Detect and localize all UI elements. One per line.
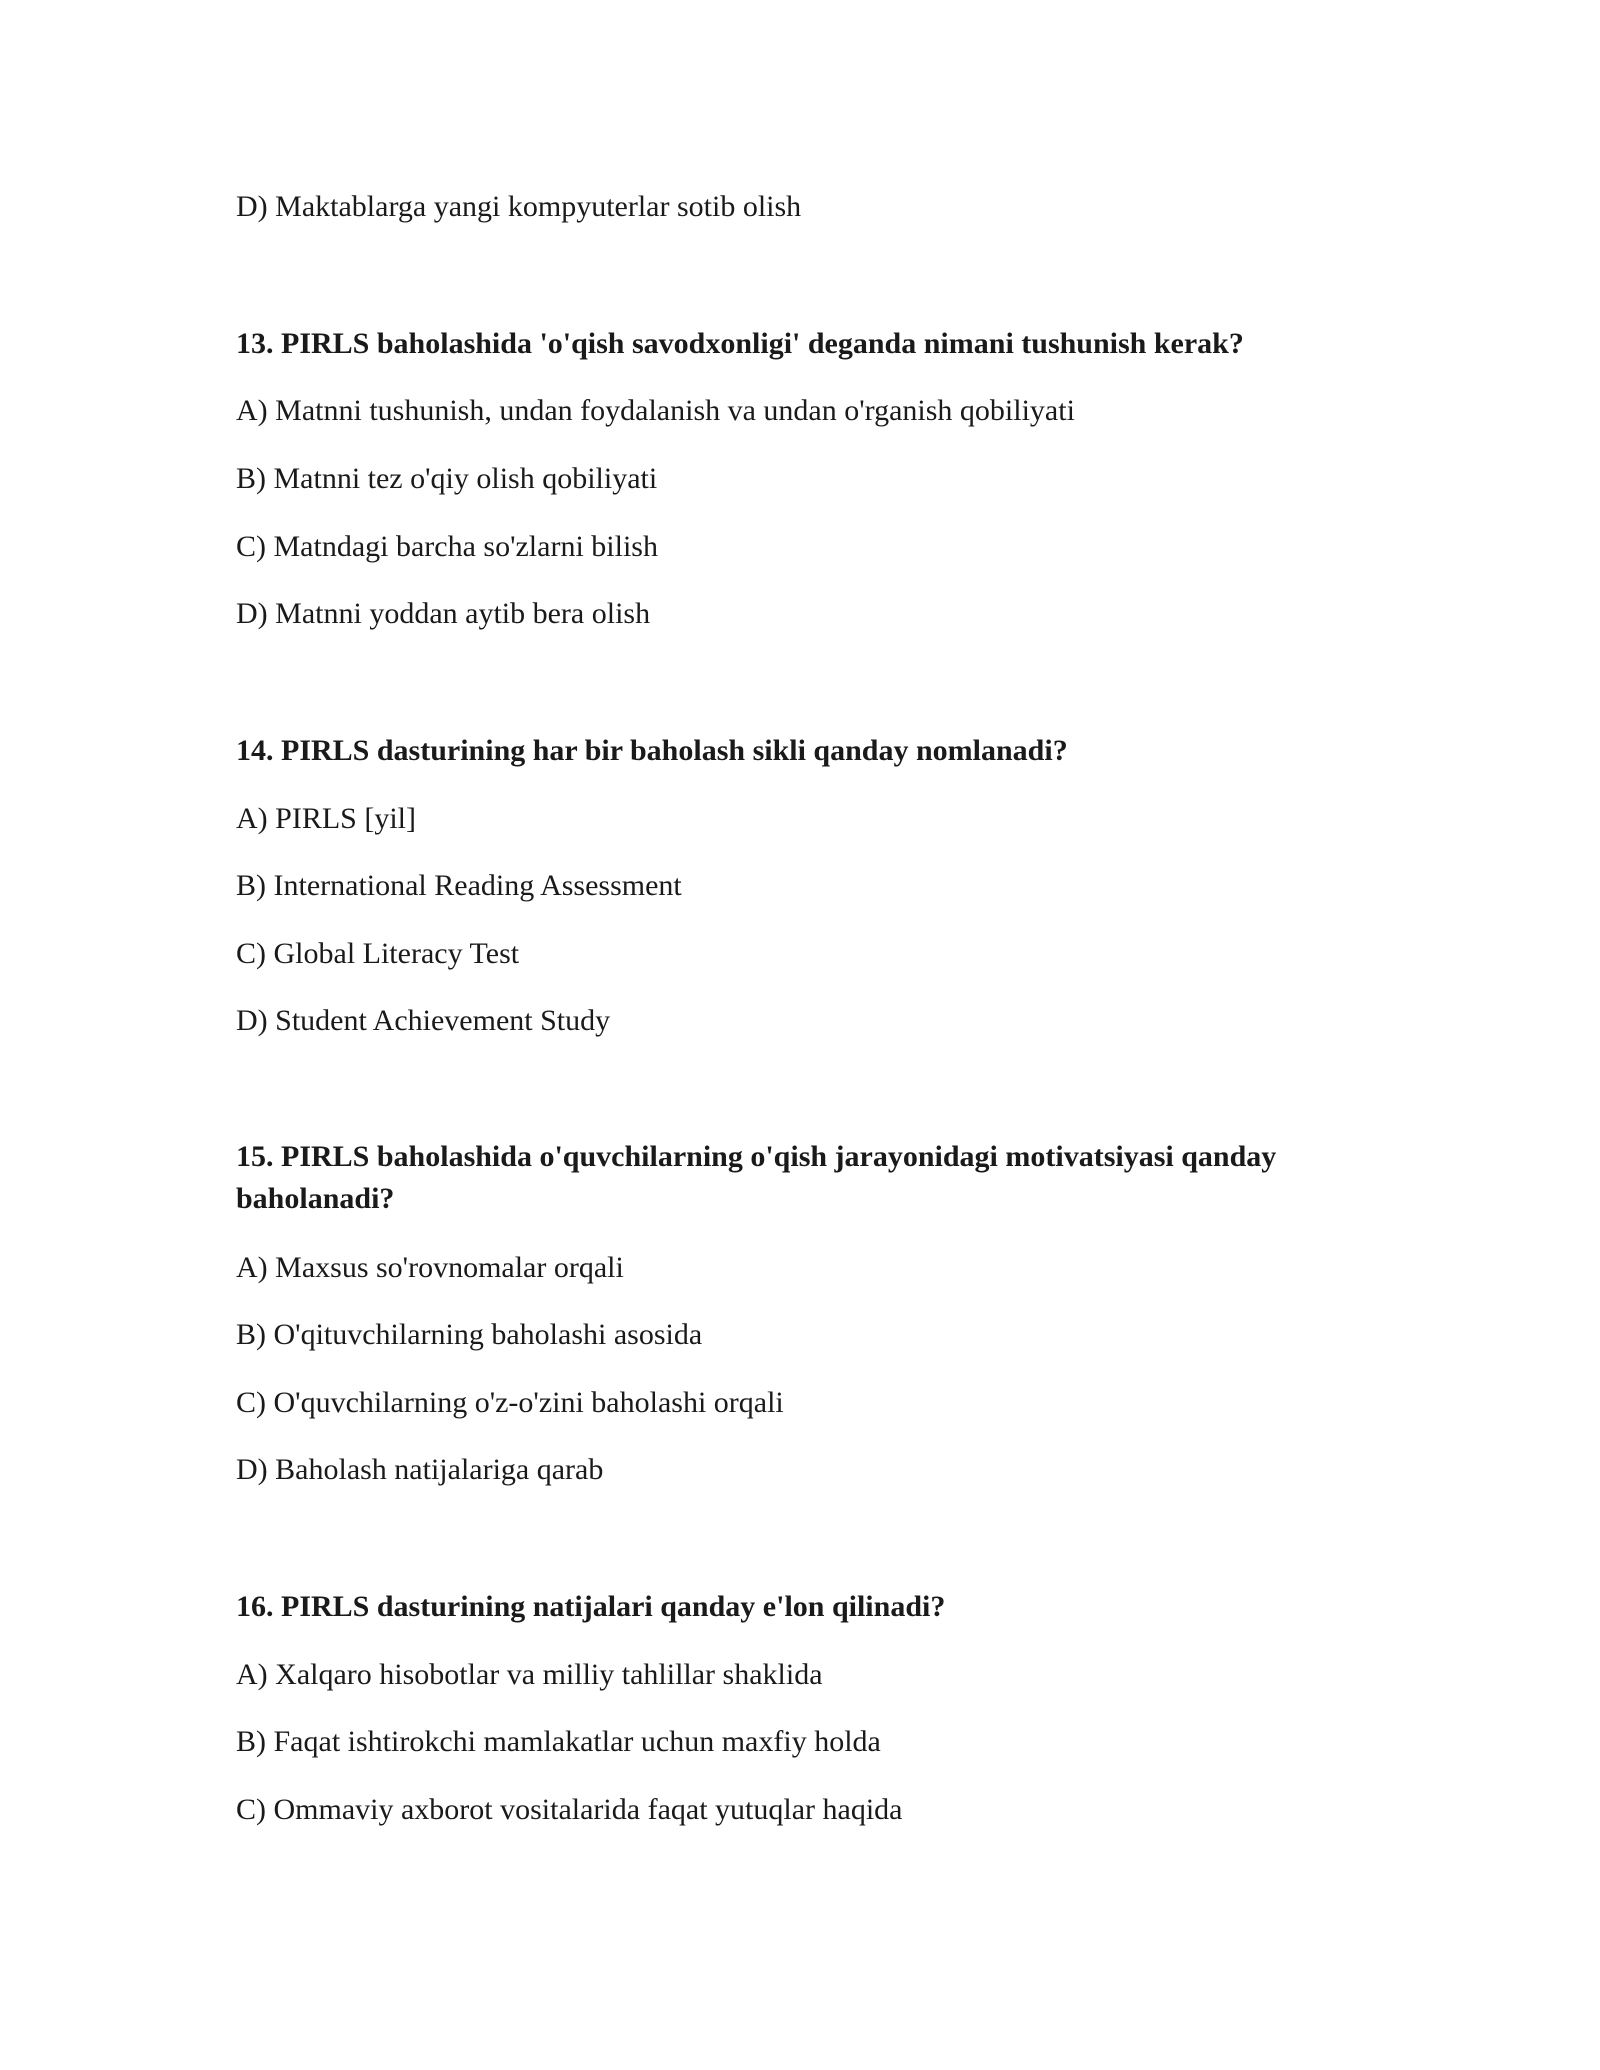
- q14-option-d: D) Student Achievement Study: [236, 1004, 611, 1037]
- q15-option-a: A) Maxsus so'rovnomalar orqali: [236, 1251, 624, 1284]
- q16-option-a: A) Xalqaro hisobotlar va milliy tahlillar shaklida: [236, 1658, 823, 1691]
- q13-option-a: A) Matnni tushunish, undan foydalanish va undan o'rganish qobiliyati: [236, 394, 1075, 427]
- q16-option-c: C) Ommaviy axborot vositalarida faqat yutuqlar haqida: [236, 1793, 903, 1826]
- q14-option-c: C) Global Literacy Test: [236, 937, 520, 970]
- q16-option-b: B) Faqat ishtirokchi mamlakatlar uchun maxfiy holda: [236, 1725, 881, 1758]
- question-14: 14. PIRLS dasturining har bir baholash sikli qanday nomlanadi?: [236, 734, 1068, 767]
- q14-option-a: A) PIRLS [yil]: [236, 802, 416, 835]
- question-15: 15. PIRLS baholashida o'quvchilarning o'qish jarayonidagi motivatsiyasi qanday baholanadi?: [236, 1140, 1277, 1215]
- q13-option-c: C) Matndagi barcha so'zlarni bilish: [236, 530, 658, 563]
- q14-option-b: B) International Reading Assessment: [236, 869, 682, 902]
- question-16: 16. PIRLS dasturining natijalari qanday e'lon qilinadi?: [236, 1590, 946, 1623]
- question-13: 13. PIRLS baholashida 'o'qish savodxonligi' deganda nimani tushunish kerak?: [236, 327, 1244, 360]
- q13-option-d: D) Matnni yoddan aytib bera olish: [236, 597, 651, 630]
- q13-option-b: B) Matnni tez o'qiy olish qobiliyati: [236, 462, 658, 495]
- option-d-previous: D) Maktablarga yangi kompyuterlar sotib olish: [236, 190, 802, 223]
- q15-option-b: B) O'qituvchilarning baholashi asosida: [236, 1318, 703, 1351]
- q15-option-d: D) Baholash natijalariga qarab: [236, 1453, 604, 1486]
- q15-option-c: C) O'quvchilarning o'z-o'zini baholashi orqali: [236, 1386, 784, 1419]
